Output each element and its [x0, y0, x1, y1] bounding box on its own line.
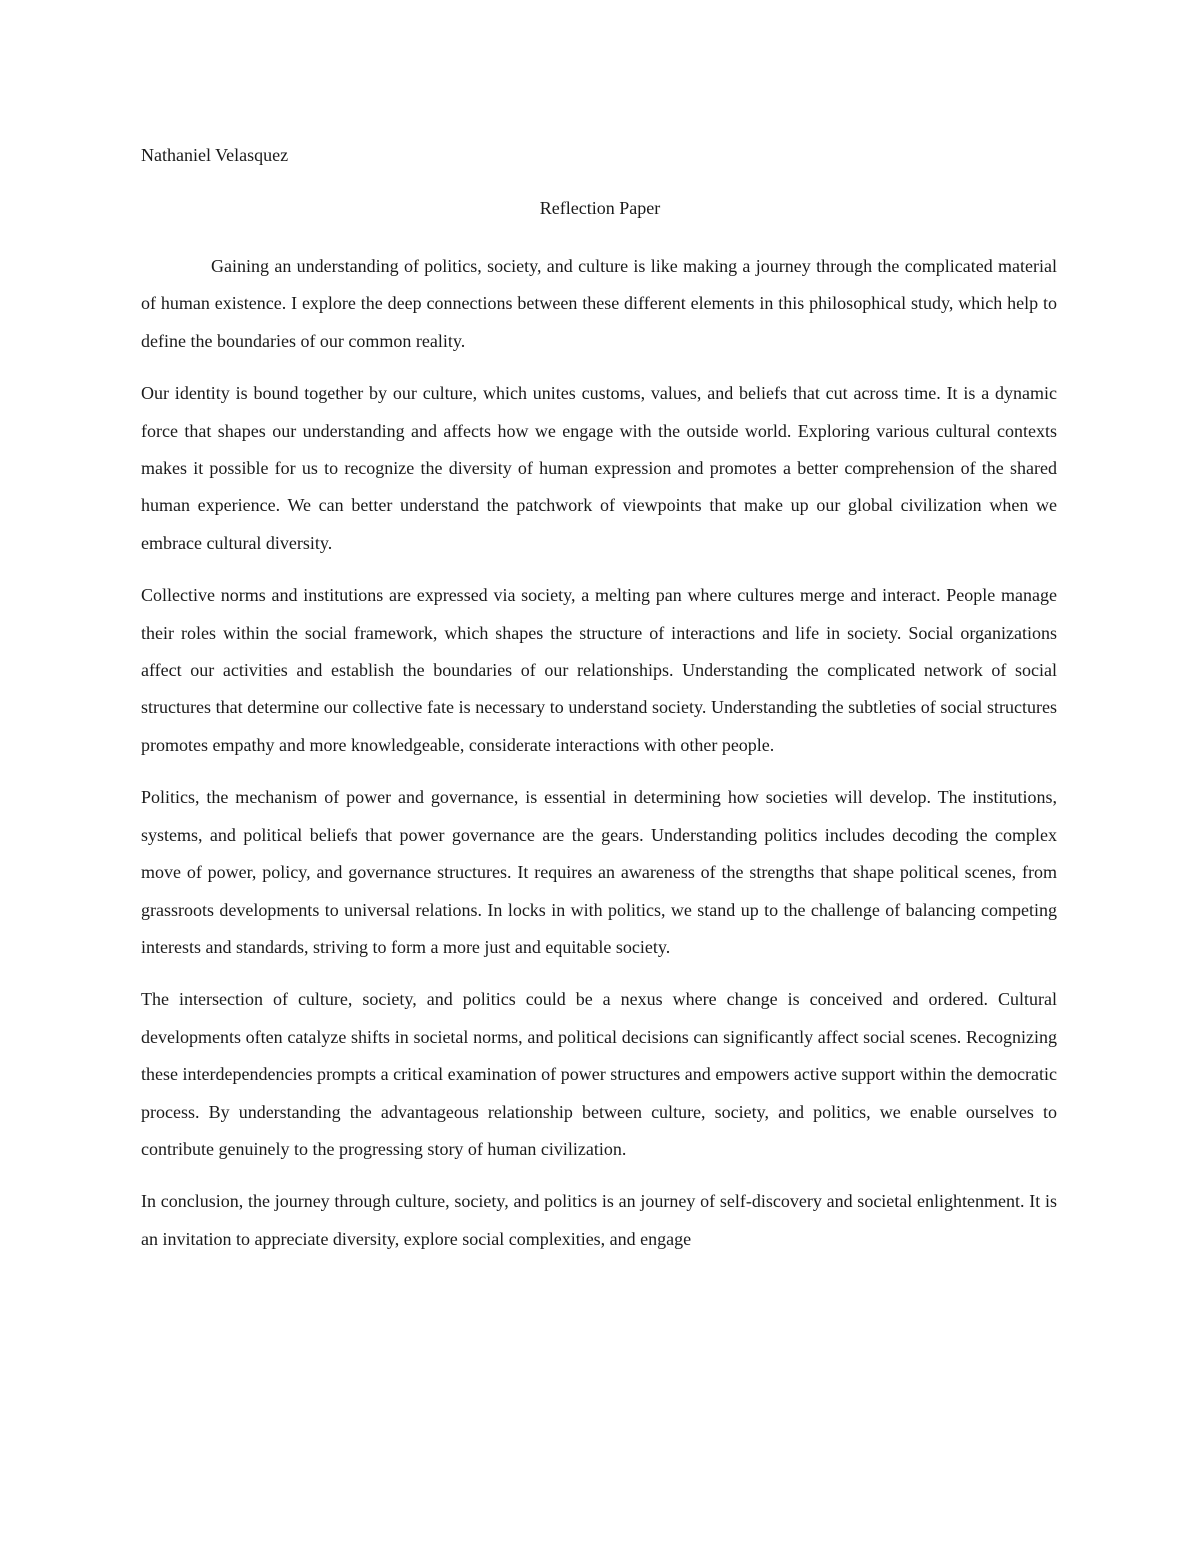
paragraph-conclusion: In conclusion, the journey through culture, society, and politics is an journey of self-discovery and societal enlightenment. It is an invitation to appreciate diversity, explore social complexities, and engage: [141, 1191, 1057, 1249]
paragraph-intersection: The intersection of culture, society, and politics could be a nexus where change is conceived and ordered. Cultural developments often catalyze shifts in societal norms, and political decisions can significantly affect social scenes. Recognizing these interdependencies prompts a critical examination of power structures and empowers active support within the democratic process. By understanding the advantageous relationship between culture, society, and politics, we enable ourselves to contribute genuinely to the progressing story of human civilization.: [141, 989, 1057, 1159]
document-body: [141, 248, 1057, 1273]
paragraph-society: Collective norms and institutions are expressed via society, a melting pan where cultures merge and interact. People manage their roles within the social framework, which shapes the structure of interactions and life in society. Social organizations affect our activities and establish the boundaries of our relationships. Understanding the complicated network of social structures that determine our collective fate is necessary to understand society. Understanding the subtleties of social structures promotes empathy and more knowledgeable, considerate interactions with other people.: [141, 585, 1057, 755]
paragraph-introduction: Gaining an understanding of politics, society, and culture is like making a journey through the complicated material of human existence. I explore the deep connections between these different elements in this philosophical study, which help to define the boundaries of our common reality.: [141, 256, 1057, 351]
paragraph-culture: Our identity is bound together by our culture, which unites customs, values, and beliefs that cut across time. It is a dynamic force that shapes our understanding and affects how we engage with the outside world. Exploring various cultural contexts makes it possible for us to recognize the diversity of human expression and promotes a better comprehension of the shared human experience. We can better understand the patchwork of viewpoints that make up our global civilization when we embrace cultural diversity.: [141, 383, 1057, 553]
paragraph-politics: Politics, the mechanism of power and governance, is essential in determining how societies will develop. The institutions, systems, and political beliefs that power governance are the gears. Understanding politics includes decoding the complex move of power, policy, and governance structures. It requires an awareness of the strengths that shape political scenes, from grassroots developments to universal relations. In locks in with politics, we stand up to the challenge of balancing competing interests and standards, striving to form a more just and equitable society.: [141, 787, 1057, 957]
author-name: Nathaniel Velasquez: [141, 145, 289, 165]
document-title: Reflection Paper: [539, 198, 661, 218]
